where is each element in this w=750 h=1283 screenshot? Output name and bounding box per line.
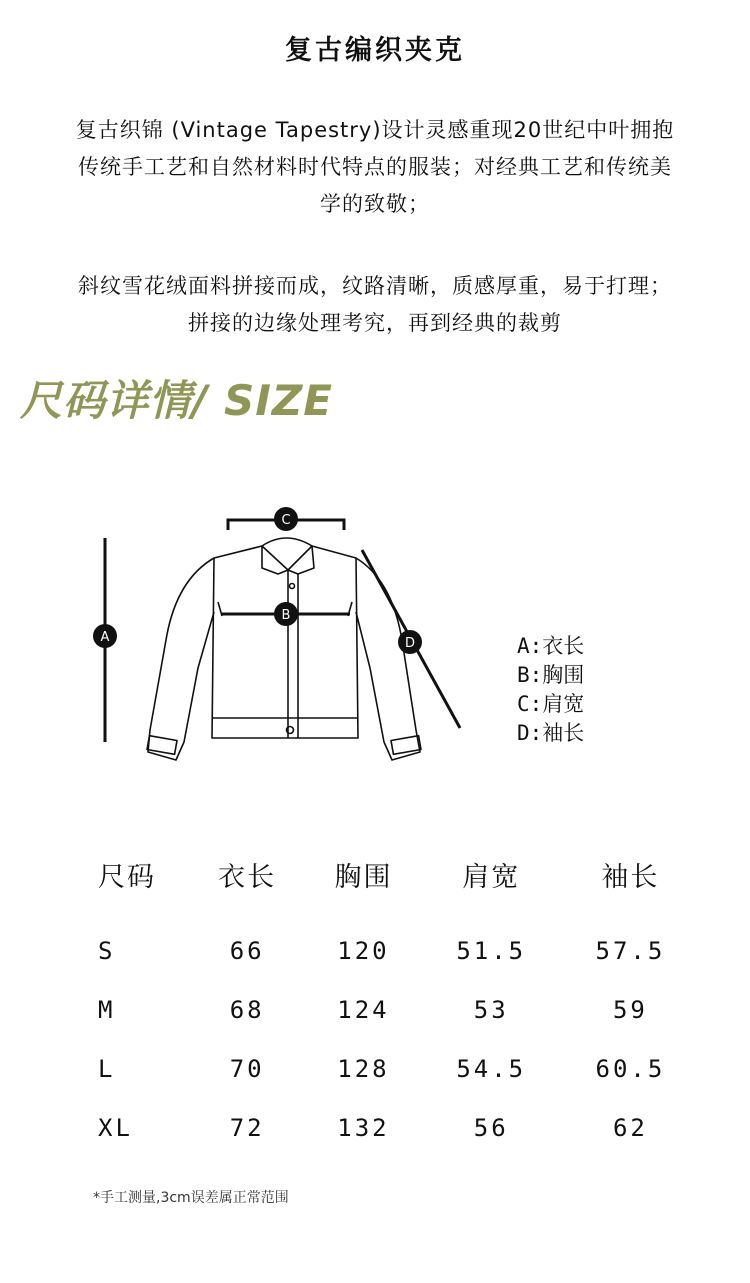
legend-item-d: D:袖长 <box>517 721 585 745</box>
table-row <box>60 921 700 980</box>
table-header-row <box>60 840 700 921</box>
jacket-measurement-diagram <box>0 490 750 790</box>
cell-chest: 128 <box>337 1054 390 1083</box>
cell-length: 68 <box>229 995 265 1024</box>
size-table <box>60 840 700 1157</box>
cell-shoulder: 56 <box>473 1113 509 1142</box>
cell-shoulder: 54.5 <box>456 1054 527 1083</box>
cell-length: 70 <box>229 1054 265 1083</box>
right-sleeve <box>356 558 420 760</box>
cell-size: L <box>98 1054 116 1083</box>
header-shoulder: 肩宽 <box>462 861 521 893</box>
header-length: 衣长 <box>218 861 277 893</box>
cell-length: 66 <box>229 936 265 965</box>
marker-d: D <box>404 636 416 651</box>
marker-b: B <box>281 608 291 623</box>
cell-size: M <box>98 995 116 1024</box>
marker-c: C <box>281 513 291 528</box>
intro-paragraph-1 <box>20 112 730 223</box>
intro-line: 学的致敬； <box>320 192 430 216</box>
header-size: 尺码 <box>98 861 156 893</box>
measurement-footnote: *手工测量,3cm误差属正常范围 <box>93 1190 289 1206</box>
header-sleeve: 袖长 <box>601 861 660 893</box>
cell-shoulder: 53 <box>473 995 509 1024</box>
intro-paragraph-2 <box>20 268 730 342</box>
cell-sleeve: 59 <box>612 995 648 1024</box>
intro-line: 复古织锦 (Vintage Tapestry)设计灵感重现20世纪中叶拥抱 <box>75 118 675 142</box>
legend-item-a: A:衣长 <box>517 634 585 658</box>
page-title: 复古编织夹克 <box>285 35 465 66</box>
cell-size: S <box>98 936 116 965</box>
cell-sleeve: 57.5 <box>595 936 666 965</box>
header-chest: 胸围 <box>334 861 393 893</box>
intro-line: 拼接的边缘处理考究，再到经典的裁剪 <box>188 311 562 335</box>
legend-item-b: B:胸围 <box>517 663 585 687</box>
jacket-outline <box>212 546 358 738</box>
cell-chest: 120 <box>337 936 390 965</box>
cell-sleeve: 60.5 <box>595 1054 666 1083</box>
cell-sleeve: 62 <box>612 1113 648 1142</box>
left-sleeve <box>148 558 214 760</box>
jacket-collar <box>262 538 314 574</box>
cell-size: XL <box>98 1113 133 1142</box>
cell-length: 72 <box>229 1113 265 1142</box>
table-row <box>60 980 700 1039</box>
intro-line: 斜纹雪花绒面料拼接而成，纹路清晰，质感厚重，易于打理； <box>78 274 672 298</box>
size-section-heading: 尺码详情/ SIZE <box>20 376 333 425</box>
marker-a: A <box>100 630 110 645</box>
cell-shoulder: 51.5 <box>456 936 527 965</box>
cell-chest: 132 <box>337 1113 390 1142</box>
table-row <box>60 1039 700 1098</box>
legend-item-c: C:肩宽 <box>517 692 585 716</box>
table-row <box>60 1098 700 1157</box>
measurement-legend <box>517 632 584 748</box>
cell-chest: 124 <box>337 995 390 1024</box>
intro-line: 传统手工艺和自然材料时代特点的服装；对经典工艺和传统美 <box>78 155 672 179</box>
